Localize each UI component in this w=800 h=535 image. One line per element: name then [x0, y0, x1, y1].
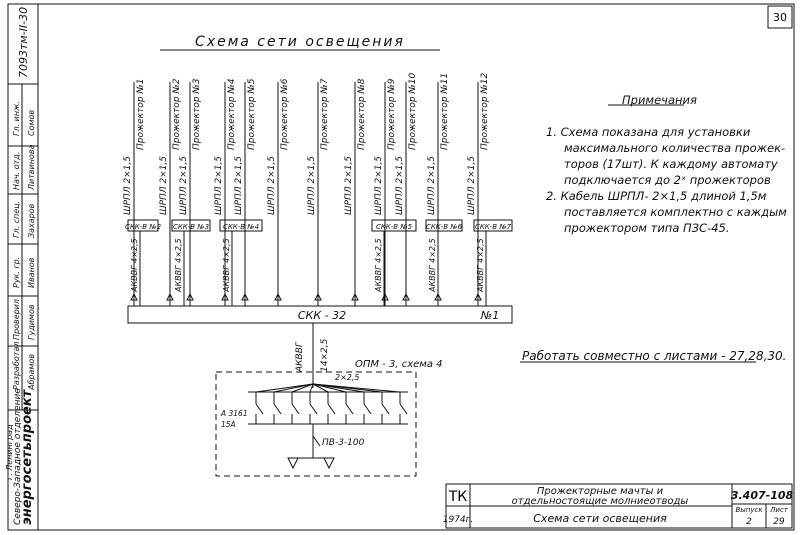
supply-cable: АКВВГ	[295, 342, 305, 372]
panel-switch: ПВ-3-100	[322, 438, 365, 448]
tb-year: 1974г.	[442, 515, 474, 525]
note-line: максимального количества прожек-	[564, 141, 786, 155]
tb-issue: 2	[746, 517, 752, 527]
circuit-cable: ШРПЛ 2×1,5	[267, 155, 277, 215]
junction-box-label: СКК-В №3	[172, 223, 210, 231]
circuit-cable: ШРПЛ 2×1,5	[467, 155, 477, 215]
stamp-role: Гл. спец.	[12, 200, 21, 238]
supply-size: 14×2,5	[320, 338, 330, 372]
circuit-label: Прожектор №11	[440, 72, 450, 150]
sheet-number: 30	[773, 11, 787, 24]
breaker-switch	[400, 404, 407, 414]
stamp-role: Разработал	[12, 341, 21, 390]
junction-box-label: СКК-В №4	[222, 223, 260, 231]
diagram-title: Схема сети освещения	[195, 34, 405, 50]
sheet-frame	[8, 4, 794, 530]
circuit-label: Прожектор №5	[247, 78, 257, 150]
circuit-cable: ШРПЛ 2×1,5	[427, 155, 437, 215]
ground-symbol	[288, 458, 298, 468]
tb-line1: Прожекторные мачты и	[536, 486, 664, 497]
panel-wire: 2×2,5	[335, 373, 360, 382]
circuit-cable: ШРПЛ 2×1,5	[159, 155, 169, 215]
breaker-switch	[292, 404, 299, 414]
circuit-label: Прожектор №3	[192, 78, 202, 150]
tb-sheet-label: Лист	[770, 506, 788, 514]
stamp-name: Гудимов	[27, 304, 36, 340]
main-switch	[313, 436, 320, 446]
note-line: 1. Схема показана для установки	[546, 125, 751, 139]
work-note: Работать совместно с листами - 27,28,30.	[522, 349, 787, 363]
stamp-role: Рук. гр.	[12, 256, 21, 288]
note-line: 2. Кабель ШРПЛ- 2×1,5 длиной 1,5м	[546, 189, 767, 203]
panel-breaker: А 3161 15А	[221, 409, 248, 429]
stamp-rows	[12, 101, 36, 391]
notes-title: Примечания	[622, 93, 697, 107]
circuit-cable: ШРПЛ 2×1,5	[344, 155, 354, 215]
breaker-switch	[256, 404, 263, 414]
stamp-role: Гл. инж.	[12, 101, 21, 136]
ground-symbol	[324, 458, 334, 468]
breaker-switch	[382, 404, 389, 414]
feeder-cable: АКВВГ 4×2,5	[174, 238, 183, 292]
note-line: подключается до 2ˣ прожекторов	[564, 173, 771, 187]
breaker-switch	[310, 404, 317, 414]
circuit-label: Прожектор №12	[480, 72, 490, 150]
circuit-label: Прожектор №6	[280, 78, 290, 150]
circuit-label: Прожектор №8	[357, 78, 367, 150]
tb-code: 3.407-108	[730, 489, 794, 502]
org-name: энергосетьпроект	[20, 389, 35, 525]
panel-label: ОПМ - 3, схема 4	[355, 359, 443, 370]
circuit-label: Прожектор №2	[172, 78, 182, 150]
circuit-label: Прожектор №10	[408, 72, 418, 150]
notes-list	[546, 124, 787, 236]
circuit-cable: ШРПЛ 2×1,5	[214, 155, 224, 215]
feeder-cable: АКВВГ 4×2,5	[130, 238, 139, 292]
circuit-cable: ШРПЛ 2×1,5	[307, 155, 317, 215]
bus-label: СКК - 32	[297, 309, 347, 322]
note-line: поставляется комплектно с каждым	[564, 205, 787, 219]
feeder-cable: АКВВГ 4×2,5	[428, 238, 437, 292]
side-code: 7093тм-II-30	[17, 6, 30, 78]
circuit-cable: ШРПЛ 2×1,5	[179, 155, 189, 215]
panel-breakers	[248, 384, 408, 468]
tb-tk: ТК	[448, 489, 468, 505]
tb-line2: отдельностоящие молниеотводы	[511, 496, 689, 507]
stamp-name: Сомов	[27, 109, 36, 136]
org-branch: Северо-Западное отделение	[13, 388, 23, 525]
stamp-role: Проверил	[12, 298, 21, 340]
note-line: прожектором типа ПЗС-45.	[564, 221, 730, 235]
feeder-cable: АКВВГ 4×2,5	[374, 238, 383, 292]
circuit-label: Прожектор №7	[320, 78, 330, 150]
circuit-label: Прожектор №1	[136, 78, 146, 150]
feeder-cable: АКВВГ 4×2,5	[476, 238, 485, 292]
circuit-cable: ШРПЛ 2×1,5	[234, 155, 244, 215]
feeder-cable: АКВВГ 4×2,5	[222, 238, 231, 292]
breaker-switch	[364, 404, 371, 414]
breaker-switch	[328, 404, 335, 414]
bus-number: №1	[480, 309, 500, 322]
note-line: торов (17шт). К каждому автомату	[564, 157, 778, 171]
stamp-role: Нач. отд.	[12, 151, 21, 190]
junction-box-label: СКК-В №5	[375, 223, 413, 231]
stamp-name: Литвинова	[27, 144, 36, 190]
title-block	[443, 484, 794, 528]
tb-sheet: 29	[773, 517, 785, 527]
breaker-switch	[346, 404, 353, 414]
breaker-switch	[274, 404, 281, 414]
stamp-name: Иванов	[27, 257, 36, 288]
org-city: г. Ленинград	[5, 424, 14, 480]
circuits	[123, 73, 512, 306]
circuit-label: Прожектор №4	[227, 78, 237, 150]
stamp-name: Захаров	[27, 203, 36, 238]
junction-box-label: СКК-В №2	[124, 223, 162, 231]
circuit-cable: ШРПЛ 2×1,5	[395, 155, 405, 215]
circuit-cable: ШРПЛ 2×1,5	[123, 155, 133, 215]
tb-issue-label: Выпуск	[735, 506, 763, 514]
circuit-cable: ШРПЛ 2×1,5	[374, 155, 384, 215]
tb-sheet-title: Схема сети освещения	[533, 512, 667, 525]
stamp-name: Абрамов	[27, 353, 36, 390]
junction-box-label: СКК-В №6	[425, 223, 463, 231]
circuit-label: Прожектор №9	[387, 78, 397, 150]
junction-box-label: СКК-В №7	[474, 223, 512, 231]
